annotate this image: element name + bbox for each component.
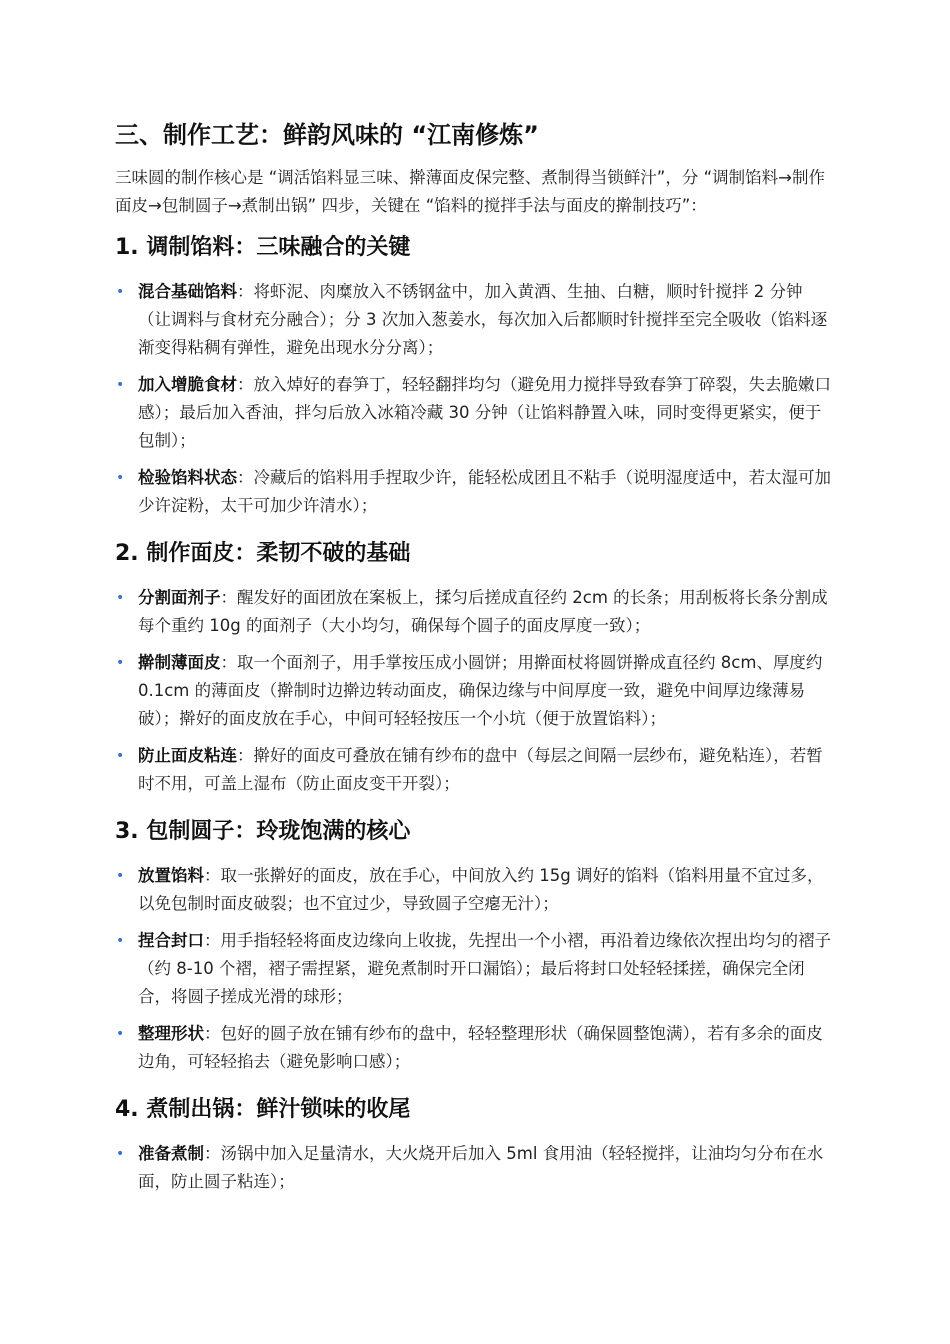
list-item (115, 862, 835, 918)
bullet-icon: • (116, 470, 125, 486)
item-text: ：将虾泥、肉糜放入不锈钢盆中，加入黄酒、生抽、白糖，顺时针搅拌 2 分钟（让调料与食材充分融合）；分 3 次加入葱姜水，每次加入后都顺时针搅拌至完全吸收（馅料逐渐变得粘稠有弹性，避免出现水分分离）； (138, 282, 828, 357)
section-title: 三、制作工艺：鲜韵风味的 “江南修炼” (115, 121, 539, 149)
subsection-heading-4: 4. 煮制出锅：鲜汁锁味的收尾 (115, 1097, 411, 1122)
subsection-heading-3: 3. 包制圆子：玲珑饱满的核心 (115, 819, 411, 844)
item-term: 分割面剂子 (138, 588, 221, 607)
list-item (115, 1140, 835, 1196)
item-term: 捏合封口 (138, 931, 204, 950)
bullet-icon: • (116, 868, 125, 884)
bullet-list-3 (115, 862, 835, 1076)
subsection-heading-1: 1. 调制馅料：三味融合的关键 (115, 235, 411, 260)
item-term: 整理形状 (138, 1024, 204, 1043)
item-text: ：汤锅中加入足量清水，大火烧开后加入 5ml 食用油（轻轻搅拌，让油均匀分布在水面，防止圆子粘连）； (138, 1144, 824, 1191)
bullet-icon: • (116, 284, 125, 300)
bullet-icon: • (116, 377, 125, 393)
bullet-icon: • (116, 655, 125, 671)
item-text: ：取一张擀好的面皮，放在手心，中间放入约 15g 调好的馅料（馅料用量不宜过多，以免包制时面皮破裂；也不宜过少，导致圆子空瘪无汁）； (138, 866, 824, 913)
list-item (115, 649, 835, 733)
bullet-icon: • (116, 1026, 125, 1042)
item-term: 擀制薄面皮 (138, 653, 221, 672)
list-item (115, 278, 835, 362)
item-term: 放置馅料 (138, 866, 204, 885)
bullet-list-2 (115, 584, 835, 798)
item-text: ：擀好的面皮可叠放在铺有纱布的盘中（每层之间隔一层纱布，避免粘连），若暂时不用，可盖上湿布（防止面皮变干开裂）； (138, 746, 823, 793)
item-text: ：放入焯好的春笋丁，轻轻翻拌均匀（避免用力搅拌导致春笋丁碎裂，失去脆嫩口感）；最后加入香油，拌匀后放入冰箱冷藏 30 分钟（让馅料静置入味，同时变得更紧实，便于包制）； (138, 375, 831, 450)
subsection-heading-2: 2. 制作面皮：柔韧不破的基础 (115, 541, 411, 566)
item-text: ：包好的圆子放在铺有纱布的盘中，轻轻整理形状（确保圆整饱满），若有多余的面皮边角，可轻轻掐去（避免影响口感）； (138, 1024, 823, 1071)
item-text: ：冷藏后的馅料用手捏取少许，能轻松成团且不粘手（说明湿度适中，若太湿可加少许淀粉，太干可加少许清水）； (138, 468, 831, 515)
list-item (115, 1020, 835, 1076)
bullet-list-1 (115, 278, 835, 520)
intro-paragraph: 三味圆的制作核心是 “调活馅料显三味、擀薄面皮保完整、煮制得当锁鲜汁”，分 “调制馅料→制作面皮→包制圆子→煮制出锅” 四步，关键在 “馅料的搅拌手法与面皮的擀制技巧”： (115, 168, 825, 215)
bullet-icon: • (116, 748, 125, 764)
item-term: 准备煮制 (138, 1144, 204, 1163)
bullet-icon: • (116, 590, 125, 606)
bullet-icon: • (116, 1146, 125, 1162)
list-item (115, 464, 835, 520)
bullet-icon: • (116, 933, 125, 949)
item-term: 混合基础馅料 (138, 282, 237, 301)
item-term: 加入增脆食材 (138, 375, 237, 394)
list-item (115, 927, 835, 1011)
list-item (115, 742, 835, 798)
item-term: 防止面皮粘连 (138, 746, 237, 765)
bullet-list-4 (115, 1140, 835, 1196)
item-term: 检验馅料状态 (138, 468, 237, 487)
list-item (115, 371, 835, 455)
item-text: ：用手指轻轻将面皮边缘向上收拢，先捏出一个小褶，再沿着边缘依次捏出均匀的褶子（约 8-10 个褶，褶子需捏紧，避免煮制时开口漏馅）；最后将封口处轻轻揉搓，确保完全闭合，将圆子搓成光滑的球形； (138, 931, 831, 1006)
item-text: ：取一个面剂子，用手掌按压成小圆饼；用擀面杖将圆饼擀成直径约 8cm、厚度约 0.1cm 的薄面皮（擀制时边擀边转动面皮，确保边缘与中间厚度一致，避免中间厚边缘薄易破）；擀好的面皮放在手心，中间可轻轻按压一个小坑（便于放置馅料）； (138, 653, 823, 728)
item-text: ：醒发好的面团放在案板上，揉匀后搓成直径约 2cm 的长条；用刮板将长条分割成每个重约 10g 的面剂子（大小均匀，确保每个圆子的面皮厚度一致）； (138, 588, 828, 635)
list-item (115, 584, 835, 640)
